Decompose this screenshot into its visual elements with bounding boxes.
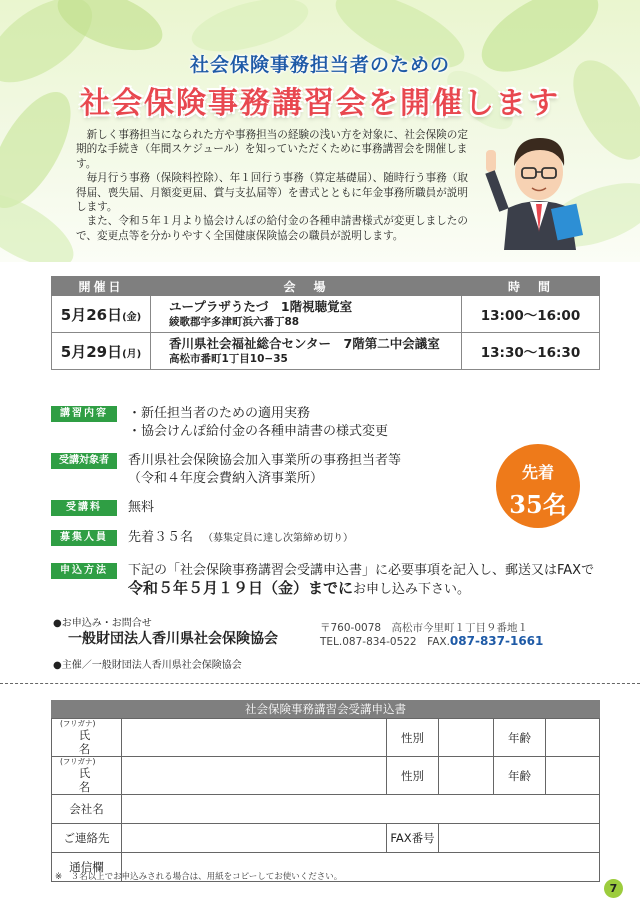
name-label-cell [52,719,122,757]
weekday-text: (月) [122,348,142,360]
capacity-label: 募集人員 [51,530,117,546]
application-form [51,718,600,882]
content-line-2: ・協会けんぽ給付金の各種申請書の様式変更 [128,424,389,439]
schedule-header-row [52,277,600,296]
gender-label: 性別 [387,757,439,795]
badge-line-2: 35名 [509,490,567,519]
page-number: 7 [604,879,623,898]
contact-heading: ●お申込み・お問合せ [53,618,152,629]
page-title: 社会保険事務講習会を開催します [80,86,560,121]
session-time: 13:30〜16:30 [462,333,600,370]
target-line-1: 香川県社会保険協会加入事業所の事務担当者等 [128,453,402,468]
date-text: 5月26日 [60,305,123,324]
name-label-cell [52,757,122,795]
column-header-venue: 会 場 [151,277,462,296]
session-venue [151,333,462,370]
age-field-2[interactable] [546,757,600,795]
session-date [52,296,151,333]
host-organization: ●主催／一般財団法人香川県社会保険協会 [53,660,242,671]
content-line-1: ・新任担当者のための適用実務 [128,406,311,421]
name-label: 氏名 [78,766,109,794]
schedule-table [51,276,600,370]
header-subtitle: 社会保険事務担当者のための [189,54,450,76]
gender-field-1[interactable] [439,719,494,757]
target-label: 受講対象者 [51,453,117,469]
intro-paragraph-3: また、令和５年１月より協会けんぽの給付金の各種申請書様式が変更しましたので、変更点等を分かりやすく全国健康保険協会の職員が説明します。 [76,215,468,242]
phone-number: TEL.087-834-0522 [320,636,417,648]
date-text: 5月29日 [60,342,123,361]
capacity-text: 先着３５名 [128,530,194,545]
company-field[interactable] [122,795,600,824]
form-row-name-1 [52,719,600,757]
intro-text [76,128,468,243]
header-banner [0,0,640,262]
fax-field[interactable] [439,824,600,853]
capacity-note: （募集定員に達し次第締め切り） [203,533,354,544]
intro-paragraph-1: 新しく事務担当になられた方や事務担当の経験の浅い方を対象に、社会保険の定期的な手続き（年間スケジュール）を知っていただくために事務講習会を開催します。 [76,129,468,170]
session-venue [151,296,462,333]
furigana-label: (フリガナ) [60,719,96,728]
fee-value: 無料 [128,500,155,515]
cut-line-divider [0,683,640,684]
venue-address: 高松市番町1丁目10−35 [169,353,288,365]
contact-label: ご連絡先 [52,824,122,853]
apply-instructions: 下記の「社会保険事務講習会受講申込書」に必要事項を記入し、郵送又はFAXで [128,563,595,578]
session-time: 13:00〜16:00 [462,296,600,333]
column-header-time: 時 間 [462,277,600,296]
content-label: 講習内容 [51,406,117,422]
table-row [52,333,600,370]
contact-phone-fax [320,634,543,649]
businessman-illustration [484,110,594,250]
capacity-value [128,529,353,547]
contact-organization: 一般財団法人香川県社会保険協会 [68,631,278,647]
form-title: 社会保険事務講習会受講申込書 [51,700,600,718]
form-row-company [52,795,600,824]
venue-address: 綾歌郡宇多津町浜六番丁88 [169,316,300,328]
name-field-2[interactable] [122,757,387,795]
intro-paragraph-2: 毎月行う事務（保険料控除）、年１回行う事務（算定基礎届）、随時行う事務（取得届、喪失届、月額変更届、賞与支払届等）を書式とともに年金事務所職員が説明します。 [76,172,468,214]
weekday-text: (金) [122,311,142,323]
first-come-badge [496,444,580,528]
fax-number: 087-837-1661 [449,634,544,648]
age-label: 年齢 [494,757,546,795]
gender-field-2[interactable] [439,757,494,795]
company-label: 会社名 [52,795,122,824]
target-line-2: （令和４年度会費納入済事業所） [128,471,324,486]
table-row [52,296,600,333]
name-label: 氏名 [78,728,109,756]
fee-label: 受講料 [51,500,117,516]
comments-label: 通信欄 [52,853,122,882]
fax-label: FAX番号 [387,824,439,853]
apply-label: 申込方法 [51,563,117,579]
form-note: ※ ３名以上でお申込みされる場合は、用紙をコピーしてお使いください。 [55,872,343,882]
gender-label: 性別 [387,719,439,757]
age-field-1[interactable] [546,719,600,757]
furigana-label: (フリガナ) [60,757,96,766]
session-date [52,333,151,370]
name-field-1[interactable] [122,719,387,757]
fax-prefix: FAX. [427,636,450,648]
contact-field[interactable] [122,824,387,853]
form-row-name-2 [52,757,600,795]
contact-address: 〒760-0078 高松市今里町１丁目９番地１ [320,622,529,634]
form-row-contact [52,824,600,853]
apply-deadline [128,580,470,598]
deadline-suffix: お申し込み下さい。 [353,582,471,597]
age-label: 年齢 [494,719,546,757]
column-header-date: 開催日 [52,277,151,296]
badge-line-1: 先着 [521,463,554,482]
deadline-text: 令和５年５月１９日（金）までに [128,579,354,597]
venue-name: 香川県社会福祉総合センター 7階第二中会議室 [169,336,440,351]
venue-name: ユープラザうたづ 1階視聴覚室 [169,299,353,314]
